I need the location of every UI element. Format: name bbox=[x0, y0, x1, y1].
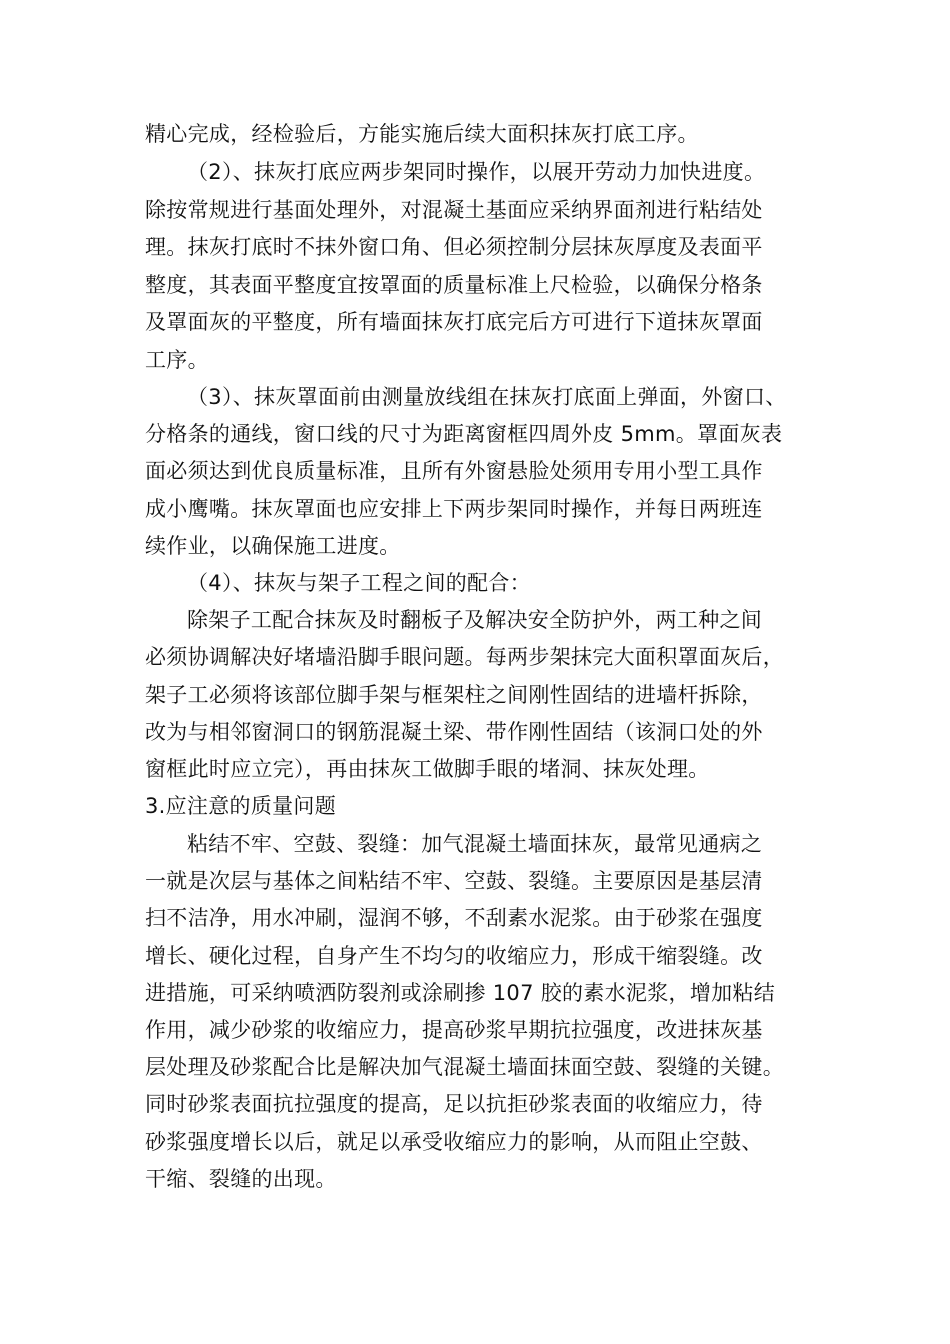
section-heading: 3.应注意的质量问题 bbox=[145, 794, 337, 818]
text-line: 进措施，可采纳喷洒防裂剂或涂刷掺 107 胶的素水泥浆，增加粘结 bbox=[145, 981, 776, 1005]
text-line: 改为与相邻窗洞口的钢筋混凝土梁、带作刚性固结（该洞口处的外 bbox=[145, 720, 763, 744]
text-line: （2）、抹灰打底应两步架同时操作，以展开劳动力加快进度。 bbox=[187, 160, 766, 184]
text-line: 扫不洁净，用水冲刷，湿润不够，不刮素水泥浆。由于砂浆在强度 bbox=[145, 906, 763, 930]
text-line: （3）、抹灰罩面前由测量放线组在抹灰打底面上弹面，外窗口、 bbox=[187, 385, 787, 409]
text-line: 面必须达到优良质量标准，且所有外窗悬脸处须用专用小型工具作 bbox=[145, 459, 763, 483]
text-line: 干缩、裂缝的出现。 bbox=[145, 1167, 337, 1191]
text-line: 理。抹灰打底时不抹外窗口角、但必须控制分层抹灰厚度及表面平 bbox=[145, 235, 763, 259]
text-line: 砂浆强度增长以后，就足以承受收缩应力的影响，从而阻止空鼓、 bbox=[145, 1130, 763, 1154]
text-line: 一就是次层与基体之间粘结不牢、空鼓、裂缝。主要原因是基层清 bbox=[145, 869, 763, 893]
text-line: 工序。 bbox=[145, 348, 209, 372]
text-line: 续作业，以确保施工进度。 bbox=[145, 534, 401, 558]
text-line: （4）、抹灰与架子工程之间的配合： bbox=[187, 571, 531, 595]
text-line: 同时砂浆表面抗拉强度的提高，足以抗拒砂浆表面的收缩应力，待 bbox=[145, 1092, 763, 1116]
text-line: 精心完成，经检验后，方能实施后续大面积抹灰打底工序。 bbox=[145, 122, 699, 146]
text-line: 架子工必须将该部位脚手架与框架柱之间刚性固结的进墙杆拆除， bbox=[145, 683, 763, 707]
text-line: 窗框此时应立完），再由抹灰工做脚手眼的堵洞、抹灰处理。 bbox=[145, 757, 710, 781]
text-line: 必须协调解决好堵墙沿脚手眼问题。每两步架抹完大面积罩面灰后， bbox=[145, 645, 784, 669]
text-line: 分格条的通线，窗口线的尺寸为距离窗框四周外皮 5mm。罩面灰表 bbox=[145, 422, 783, 446]
text-line: 整度，其表面平整度宜按罩面的质量标准上尺检验，以确保分格条 bbox=[145, 273, 763, 297]
text-line: 层处理及砂浆配合比是解决加气混凝土墙面抹面空鼓、裂缝的关键。 bbox=[145, 1055, 784, 1079]
text-line: 成小鹰嘴。抹灰罩面也应安排上下两步架同时操作，并每日两班连 bbox=[145, 497, 763, 521]
text-line: 及罩面灰的平整度，所有墙面抹灰打底完后方可进行下道抹灰罩面 bbox=[145, 310, 763, 334]
text-line: 除架子工配合抹灰及时翻板子及解决安全防护外，两工种之间 bbox=[187, 608, 763, 632]
text-line: 作用，减少砂浆的收缩应力，提高砂浆早期抗拉强度，改进抹灰基 bbox=[145, 1018, 763, 1042]
text-line: 粘结不牢、空鼓、裂缝：加气混凝土墙面抹灰，最常见通病之 bbox=[187, 832, 763, 856]
text-line: 增长、硬化过程，自身产生不均匀的收缩应力，形成干缩裂缝。改 bbox=[145, 944, 763, 968]
text-line: 除按常规进行基面处理外，对混凝土基面应采纳界面剂进行粘结处 bbox=[145, 198, 763, 222]
